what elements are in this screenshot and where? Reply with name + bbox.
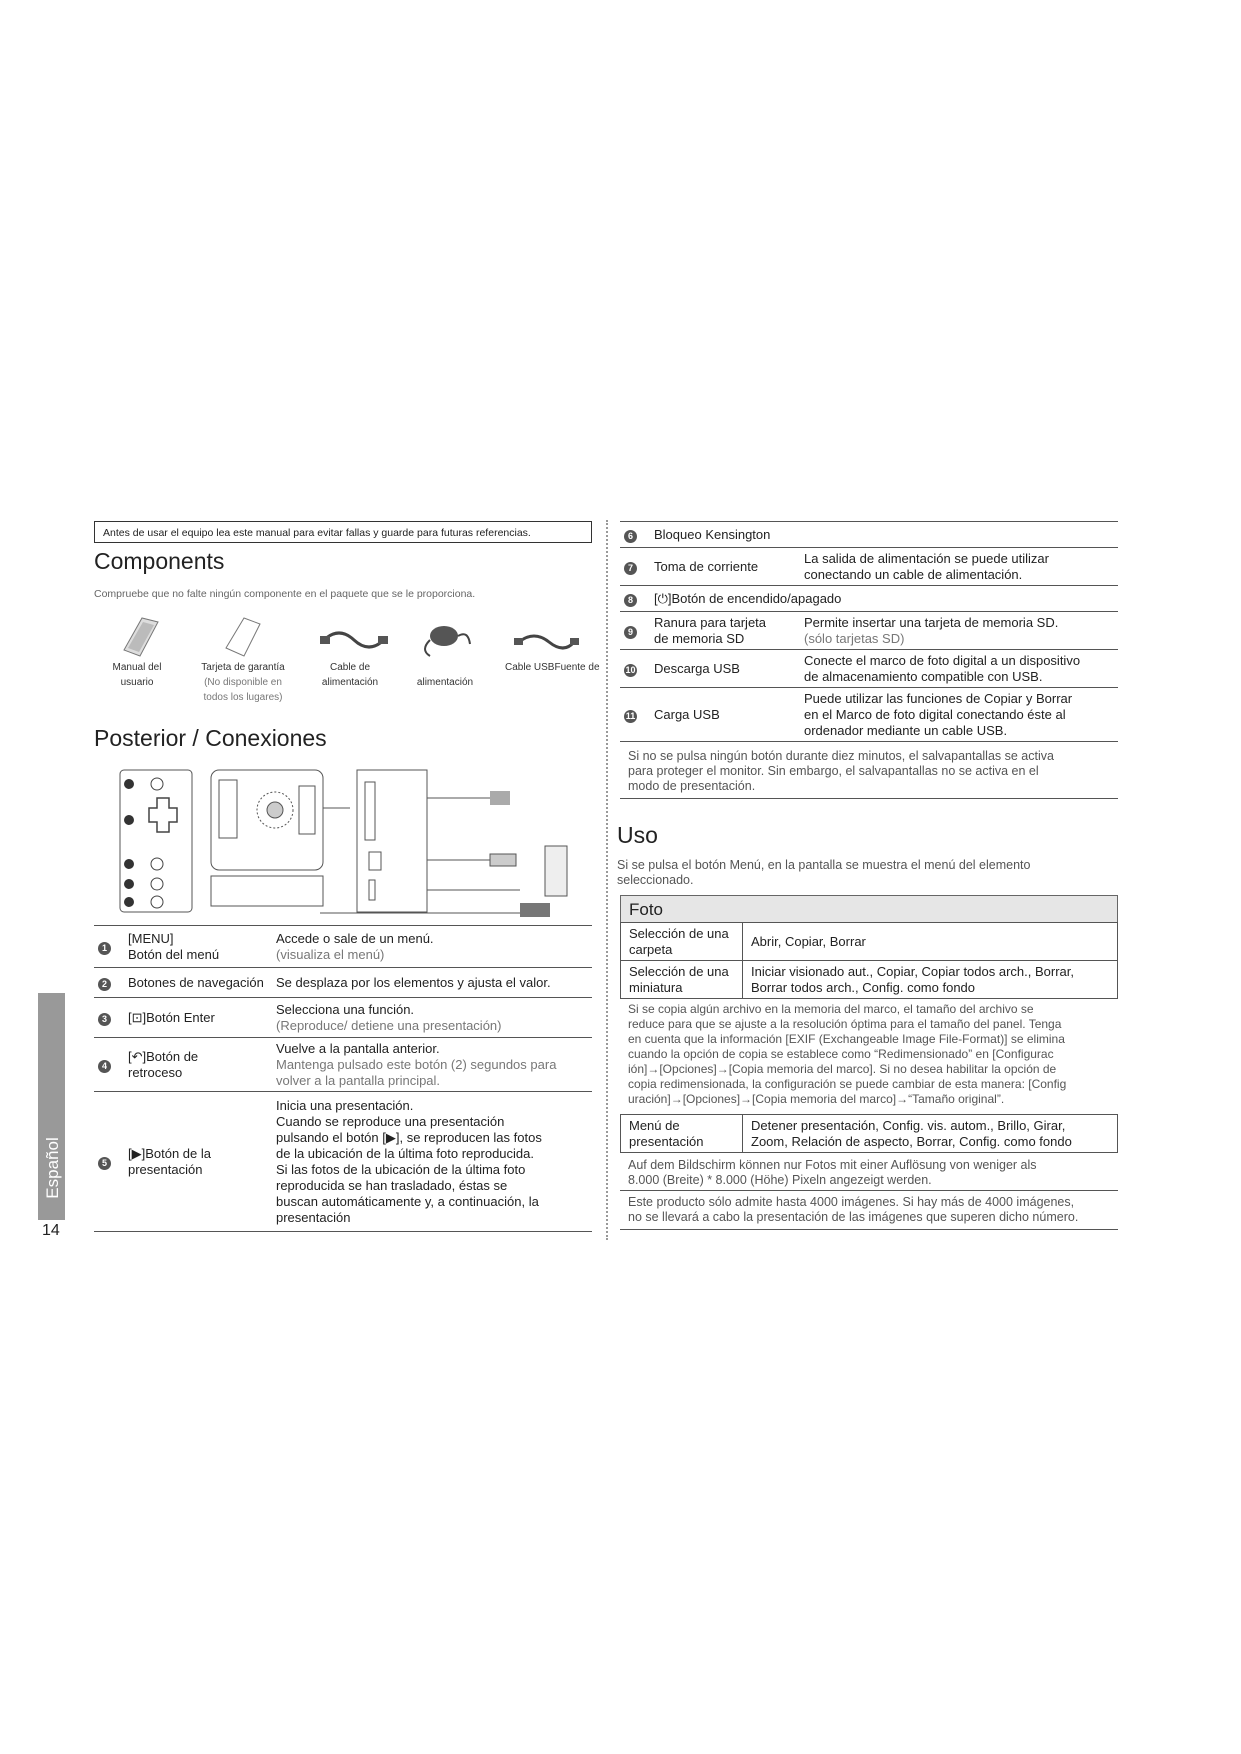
language-tab: Español [38,993,65,1220]
number-badge: 4 [98,1060,111,1073]
table-row: 2 Botones de navegación Se desplaza por los elementos y ajusta el valor. [94,968,592,998]
number-badge: 5 [98,1157,111,1170]
manual-icon [124,618,158,656]
table-row: 10 Descarga USB Conecte el marco de foto digital a un dispositivo de almacenamiento compatible con USB. [620,650,1118,688]
column-divider [606,520,608,1240]
number-badge: 1 [98,942,111,955]
number-badge: 11 [625,710,636,721]
component-usb-cable: Cable USBFuente de [505,662,600,673]
table-row: 9 Ranura para tarjeta de memoria SD Permite insertar una tarjeta de memoria SD. (sólo tarjetas SD) [620,612,1118,650]
warranty-card-icon [226,618,260,656]
left-button-table [94,925,592,1232]
number-badge: 7 [624,562,637,575]
number-badge: 9 [624,626,637,639]
table-row: 8 [⏻]Botón de encendido/apagado [620,586,1118,612]
components-subtitle: Compruebe que no falte ningún componente en el paquete que se le proporciona. [94,588,476,600]
table-row: Menú de presentación Detener presentación, Config. vis. autom., Brillo, Girar, Zoom, Relación de aspecto, Borrar, Config. como fondo [621,1115,1118,1153]
table-row: 3 [⊡]Botón Enter Selecciona una función. (Reproduce/ detiene una presentación) [94,998,592,1038]
number-badge: 10 [625,664,636,675]
table-row: Selección de una carpeta Abrir, Copiar, Borrar [621,923,1118,961]
rear-connections-diagram [115,768,585,918]
resolution-note-rule [620,1190,1118,1191]
power-cable-icon [320,633,388,647]
notice-box: Antes de usar el equipo lea este manual para evitar fallas y guarde para futuras referencias. [94,521,592,543]
copy-note: Si se copia algún archivo en la memoria del marco, el tamaño del archivo se reduce para que se ajuste a la resolución óptima para el tamaño del panel. Tenga en cuenta que la información [EXIF (Exchangeable Image File-Format)] se elimina cuando la opción de copia se establece como “Redimensionado” en [Configurac ión]→[Opciones]→[Copia memoria del marco]. Si no desea habilitar la opción de copia redimensionada, la configuración se puede cambiar de esta manera: [Config uración]→[Opciones]→[Copia memoria del marco]→“Tamaño original”. [628,1002,1067,1106]
component-warranty: Tarjeta de garantía (No disponible en todos los lugares) [201,662,285,703]
resolution-note: Auf dem Bildschirm können nur Fotos mit einer Auflösung von weniger als 8.000 (Breite) * 8.000 (Höhe) Pixeln angezeigt werden. [628,1158,1037,1187]
components-illustrations [94,610,614,665]
usb-cable-icon [514,636,579,648]
table-row: 6 Bloqueo Kensington [620,522,1118,548]
image-limit-note: Este producto sólo admite hasta 4000 imágenes. Si hay más de 4000 imágenes, no se llevará a cabo la presentación de las imágenes que superen dicho número. [628,1195,1079,1224]
component-power-source: alimentación [416,677,474,688]
foto-menu-table [620,922,1118,999]
table-row: 1 [MENU] Botón del menú Accede o sale de un menú. (visualiza el menú) [94,926,592,968]
presentation-menu-table [620,1114,1118,1153]
table-row: 4 [↶]Botón de retroceso Vuelve a la pantalla anterior. Mantenga pulsado este botón (2) segundos para volver a la pantalla principal. [94,1038,592,1092]
right-connector-table [620,521,1118,742]
page-number: 14 [42,1222,60,1239]
table-row: 11 Carga USB Puede utilizar las funciones de Copiar y Borrar en el Marco de foto digital conectando éste al ordenador mediante un cable USB. [620,688,1118,742]
number-badge: 6 [624,530,637,543]
power-adapter-icon [425,626,470,656]
screensaver-note-rule [620,798,1118,799]
component-power-cable: Cable de alimentación [321,662,379,688]
table-row: 5 [▶]Botón de la presentación Inicia una presentación. Cuando se reproduce una presentación pulsando el botón [▶], se reproducen las fotos de la ubicación de la última foto reproducida. Si las fotos de la ubicación de la última foto reproducida se han trasladado, éstas se buscan automáticamente y, a continuación, la presentación [94,1092,592,1232]
component-manual: Manual del usuario [112,662,162,688]
number-badge: 3 [98,1013,111,1026]
uso-intro: Si se pulsa el botón Menú, en la pantalla se muestra el menú del elemento seleccionado. [617,858,1031,887]
number-badge: 8 [624,594,637,607]
uso-title: Uso [617,822,658,848]
image-limit-note-rule [620,1229,1118,1230]
number-badge: 2 [98,978,111,991]
conexiones-title: Posterior / Conexiones [94,725,327,751]
table-row: Selección de una miniatura Iniciar visionado aut., Copiar, Copiar todos arch., Borrar, Borrar todos arch., Config. como fondo [621,961,1118,999]
foto-header: Foto [620,895,1118,923]
screensaver-note: Si no se pulsa ningún botón durante diez minutos, el salvapantallas se activa para proteger el monitor. Sin embargo, el salvapantallas no se activa en el modo de presentación. [628,749,1054,793]
table-row: 7 Toma de corriente La salida de alimentación se puede utilizar conectando un cable de alimentación. [620,548,1118,586]
components-title: Components [94,548,225,574]
